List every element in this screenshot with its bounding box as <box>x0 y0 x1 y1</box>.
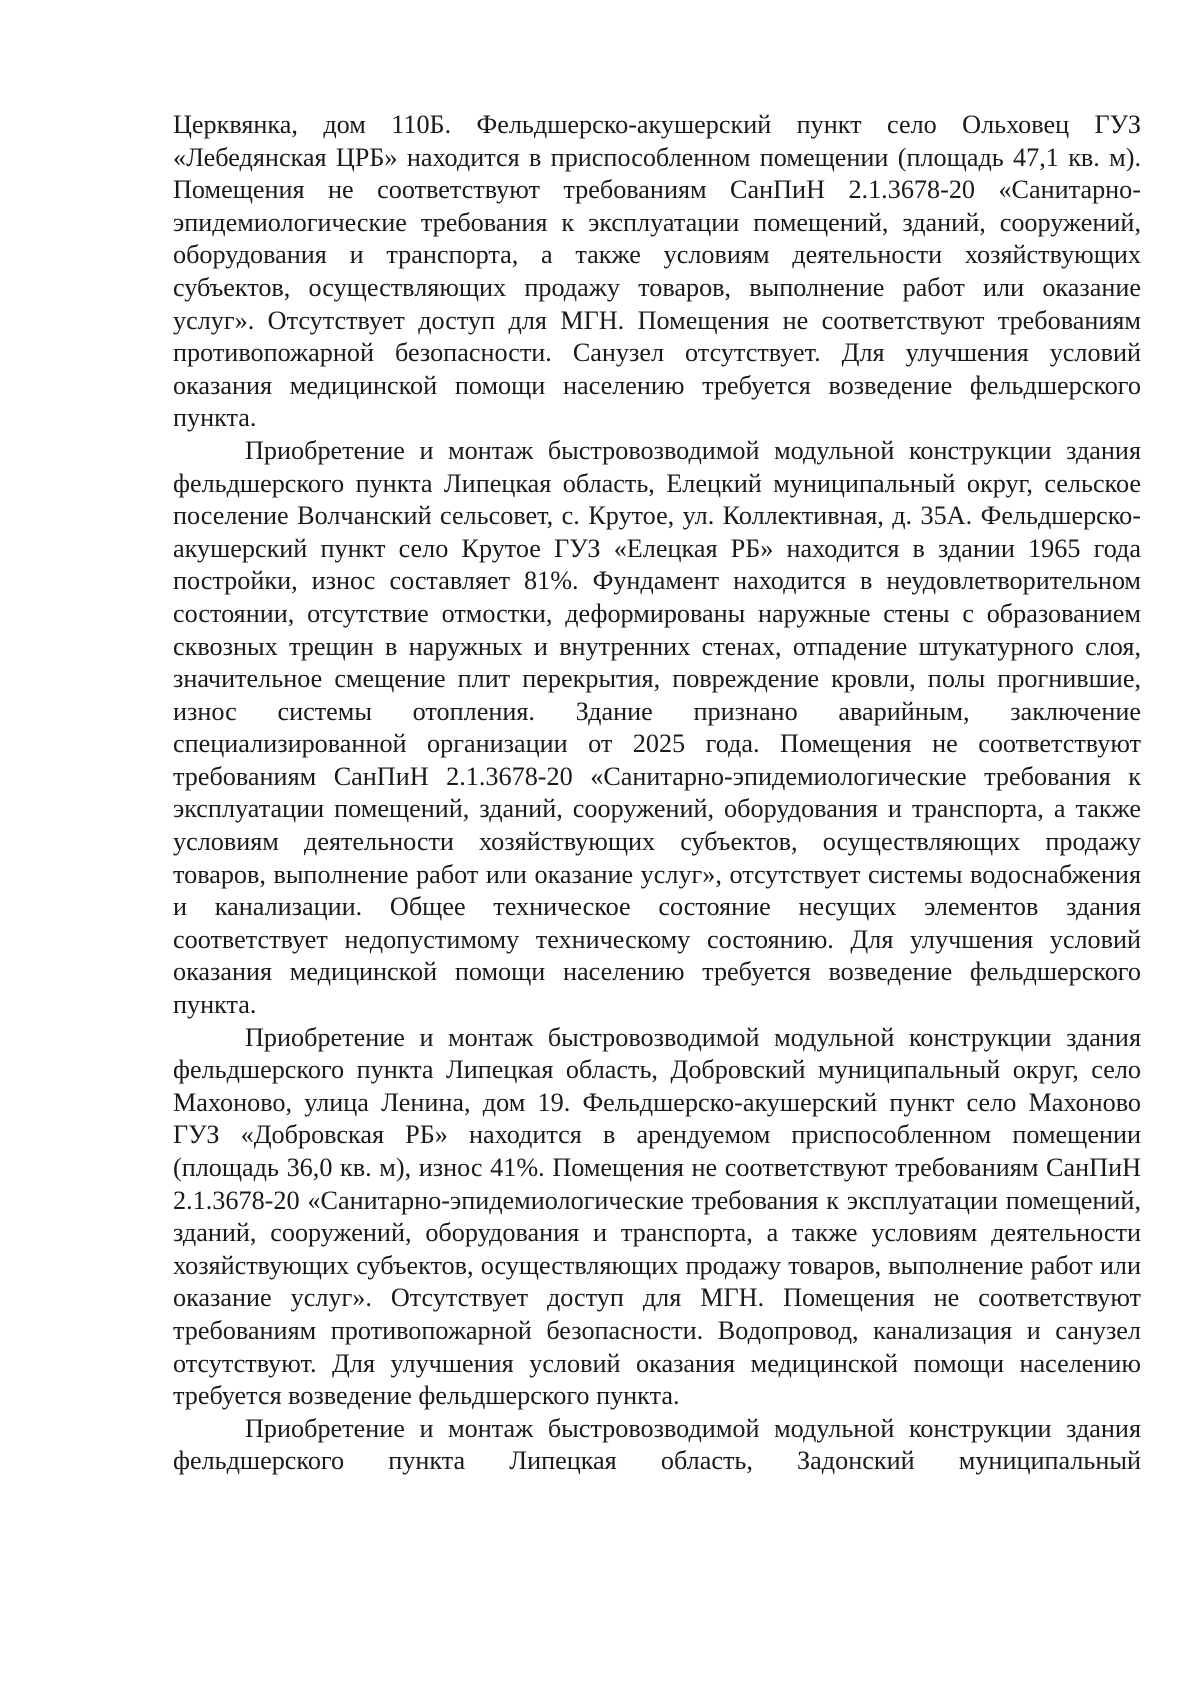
paragraph-makhonovo: Приобретение и монтаж быстровозводимой модульной конструкции здания фельдшерского пункта Липецкая область, Добровский муниципальный округ, село Махоново, улица Ленина, дом 19. Фельдшерско-акушерский пункт село Махоново ГУЗ «Добровская РБ» находится в арендуемом приспособленном помещении (площадь 36,0 кв. м), износ 41%. Помещения не соответствуют требованиям СанПиН 2.1.3678-20 «Санитарно-эпидемиологические требования к эксплуатации помещений, зданий, сооружений, оборудования и транспорта, а также условиям деятельности хозяйствующих субъектов, осуществляющих продажу товаров, выполнение работ или оказание услуг». Отсутствует доступ для МГН. Помещения не соответствуют требованиям противопожарной безопасности. Водопровод, канализация и санузел отсутствуют. Для улучшения условий оказания медицинской помощи населению требуется возведение фельдшерского пункта. <box>173 1022 1141 1411</box>
document-body <box>173 109 1141 1478</box>
paragraph-zadonsk: Приобретение и монтаж быстровозводимой модульной конструкции здания фельдшерского пункта Липецкая область, Задонский муниципальный <box>173 1413 1141 1476</box>
paragraph-krutoe: Приобретение и монтаж быстровозводимой модульной конструкции здания фельдшерского пункта Липецкая область, Елецкий муниципальный округ, сельское поселение Волчанский сельсовет, с. Крутое, ул. Коллективная, д. 35А. Фельдшерско-акушерский пункт село Крутое ГУЗ «Елецкая РБ» находится в здании 1965 года постройки, износ составляет 81%. Фундамент находится в неудовлетворительном состоянии, отсутствие отмостки, деформированы наружные стены с образованием сквозных трещин в наружных и внутренних стенах, отпадение штукатурного слоя, значительное смещение плит перекрытия, повреждение кровли, полы прогнившие, износ системы отопления. Здание признано аварийным, заключение специализированной организации от 2025 года. Помещения не соответствуют требованиям СанПиН 2.1.3678-20 «Санитарно-эпидемиологические требования к эксплуатации помещений, зданий, сооружений, оборудования и транспорта, а также условиям деятельности хозяйствующих субъектов, осуществляющих продажу товаров, выполнение работ или оказание услуг», отсутствует системы водоснабжения и канализации. Общее техническое состояние несущих элементов здания соответствует недопустимому техническому состоянию. Для улучшения условий оказания медицинской помощи населению требуется возведение фельдшерского пункта. <box>173 435 1141 1020</box>
paragraph-olkhovets: Церквянка, дом 110Б. Фельдшерско-акушерский пункт село Ольховец ГУЗ «Лебедянская ЦРБ» находится в приспособленном помещении (площадь 47,1 кв. м). Помещения не соответствуют требованиям СанПиН 2.1.3678-20 «Санитарно-эпидемиологические требования к эксплуатации помещений, зданий, сооружений, оборудования и транспорта, а также условиям деятельности хозяйствующих субъектов, осуществляющих продажу товаров, выполнение работ или оказание услуг». Отсутствует доступ для МГН. Помещения не соответствуют требованиям противопожарной безопасности. Санузел отсутствует. Для улучшения условий оказания медицинской помощи населению требуется возведение фельдшерского пункта. <box>173 110 1141 433</box>
